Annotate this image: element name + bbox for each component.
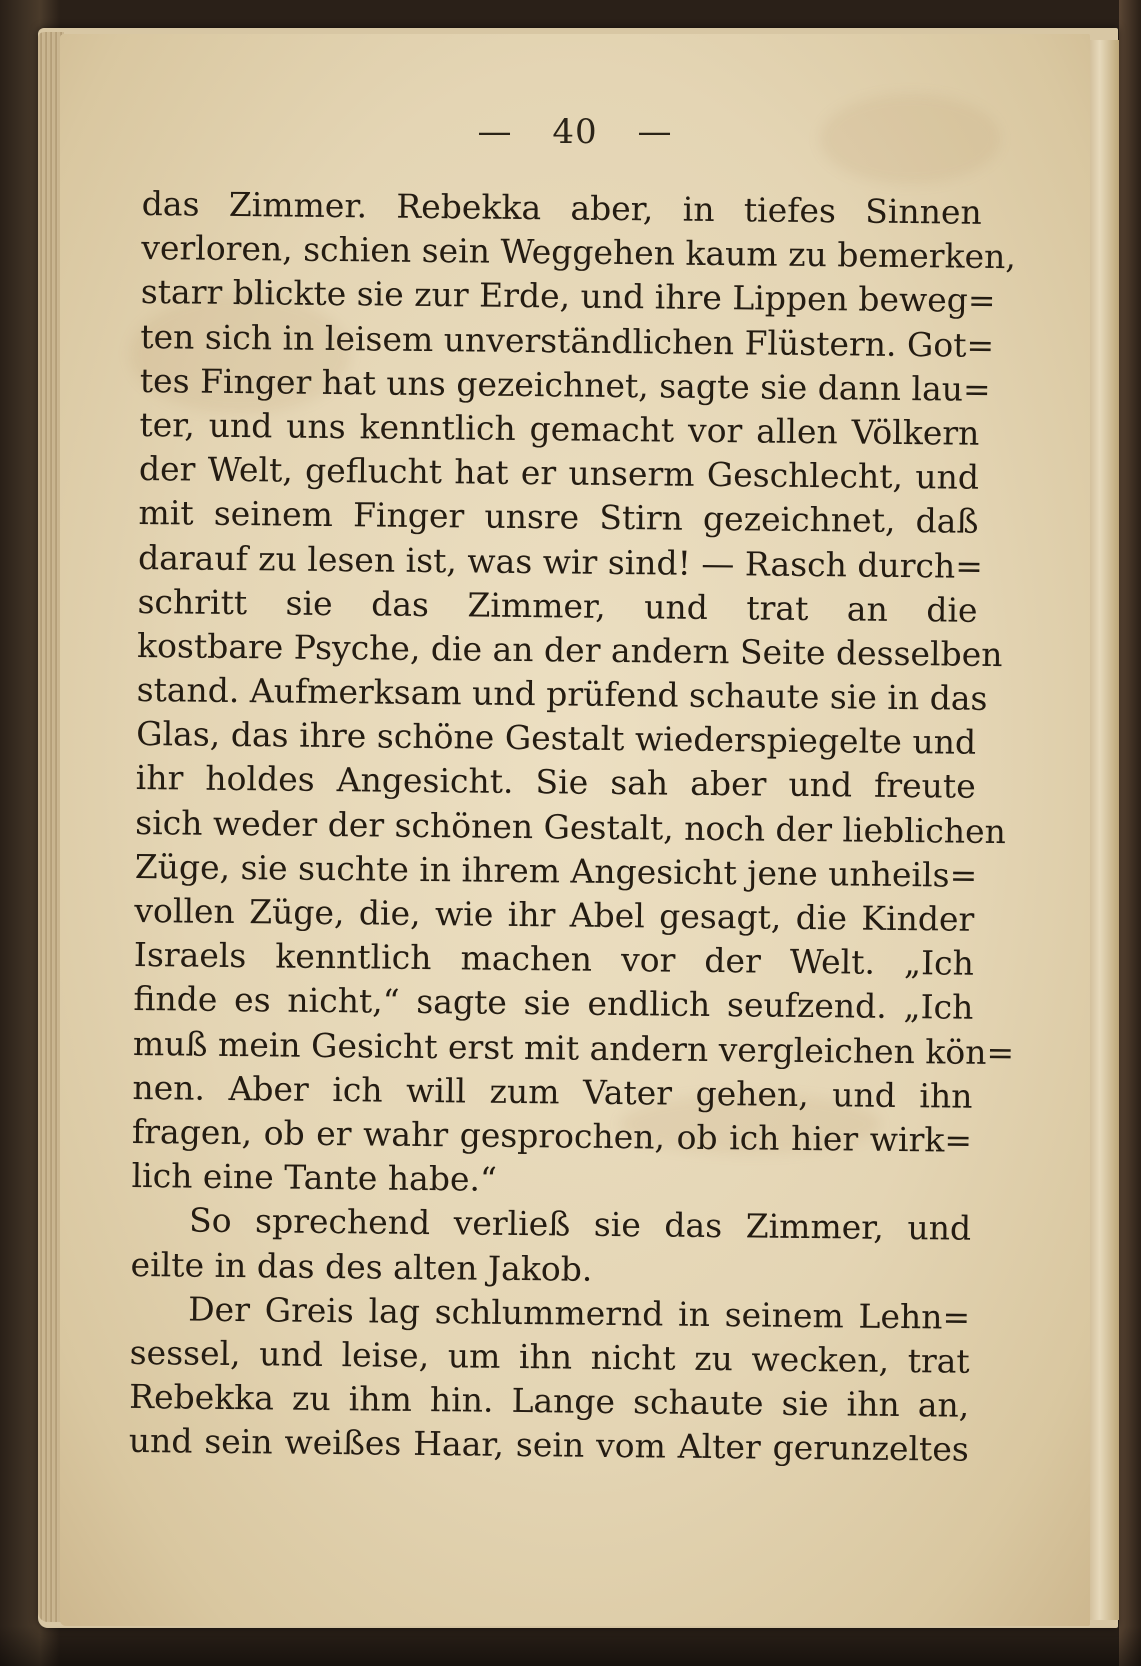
header-dash-left: — — [477, 112, 513, 152]
text-line: muß mein Gesicht erst mit andern vergleichen kön= — [132, 1023, 1015, 1072]
next-page-edge — [1087, 40, 1119, 1620]
text-line: Glas, das ihre schöne Gestalt wiederspiegelte und — [136, 714, 977, 763]
text-line: kostbare Psyche, die an der andern Seite desselben — [136, 625, 1003, 674]
text-line: starr blickte sie zur Erde, und ihre Lippen beweg= — [140, 272, 996, 321]
text-line: ihr holdes Angesicht. Sie sah aber und freute — [135, 758, 976, 807]
text-line: der Welt, geflucht hat er unserm Geschlecht, und — [138, 449, 980, 497]
text-line: und sein weißes Haar, sein vom Alter gerunzeltes — [128, 1421, 969, 1469]
text-line: vollen Züge, die, wie ihr Abel gesagt, die Kinder — [134, 890, 975, 939]
text-line: ter, und uns kenntlich gemacht vor allen Völkern — [139, 404, 980, 453]
page-body-text — [128, 182, 1017, 1472]
text-line: fragen, ob er wahr gesprochen, ob ich hier wirk= — [131, 1111, 973, 1160]
text-line: finde es nicht,“ sagte sie endlich seufzend. „Ich — [133, 979, 974, 1028]
page-header — [60, 112, 1090, 152]
text-line: tes Finger hat uns gezeichnet, sagte sie dann lau= — [139, 360, 991, 409]
text-line: eilte in das des alten Jakob. — [130, 1244, 593, 1289]
text-line: lich eine Tante habe.“ — [131, 1156, 498, 1199]
text-line: Rebekka zu ihm hin. Lange schaute sie ihn an, — [129, 1376, 970, 1425]
bottom-shadow — [0, 1626, 1141, 1666]
text-line: schritt sie das Zimmer, und trat an die — [137, 581, 978, 630]
text-line: nen. Aber ich will zum Vater gehen, und ihn — [132, 1067, 973, 1116]
header-dash-right: — — [637, 112, 673, 152]
book-cover-edge — [1119, 0, 1141, 1666]
page-number: 40 — [552, 112, 598, 152]
text-line: darauf zu lesen ist, was wir sind! — Rasch durch= — [137, 537, 984, 586]
text-line: das Zimmer. Rebekka aber, in tiefes Sinnen — [141, 183, 982, 232]
text-line: stand. Aufmerksam und prüfend schaute sie in das — [136, 670, 988, 718]
text-line: So sprechend verließ sie das Zimmer, und — [188, 1200, 972, 1249]
text-line: Züge, sie suchte in ihrem Angesicht jene unheils= — [134, 846, 978, 895]
text-line: ten sich in leisem unverständlichen Flüstern. Got= — [140, 316, 995, 365]
book-page — [60, 34, 1090, 1626]
text-line: Israels kenntlich machen vor der Welt. „Ich — [133, 935, 975, 983]
text-line: sessel, und leise, um ihn nicht zu wecken, trat — [129, 1332, 970, 1381]
text-line: Der Greis lag schlummernd in seinem Lehn= — [187, 1289, 971, 1337]
text-line: verloren, schien sein Weggehen kaum zu bemerken, — [141, 228, 1017, 277]
text-line: sich weder der schönen Gestalt, noch der lieblichen — [135, 802, 1007, 851]
text-line: mit seinem Finger unsre Stirn gezeichnet, daß — [138, 493, 979, 542]
